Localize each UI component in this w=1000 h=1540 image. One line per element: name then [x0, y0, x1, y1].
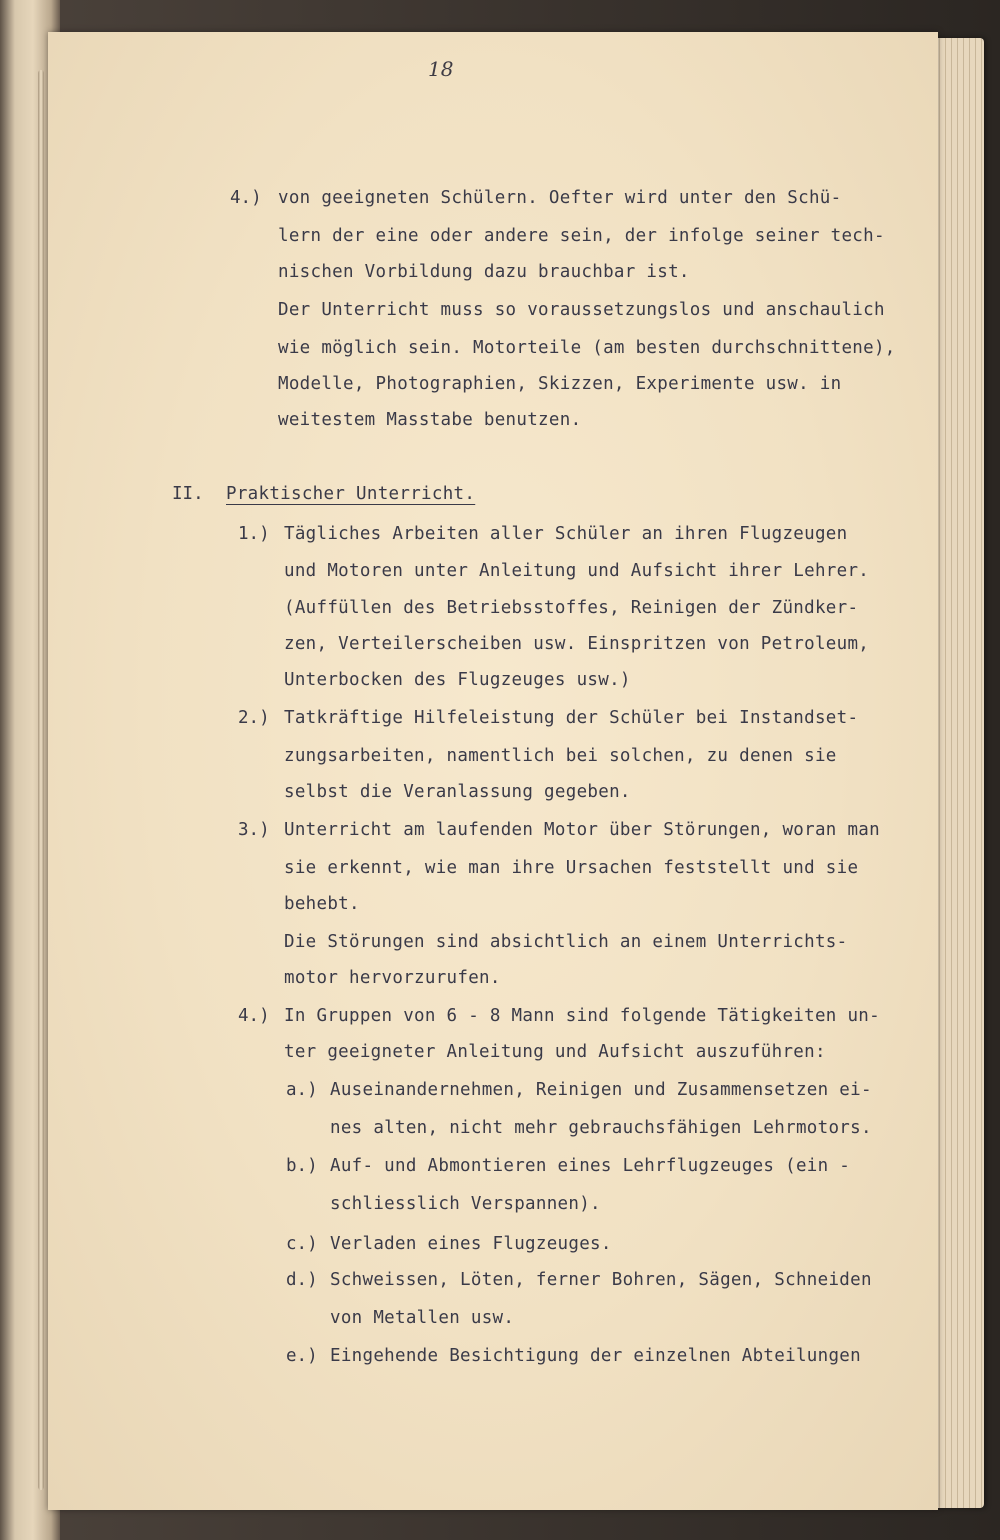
text-line: weitestem Masstabe benutzen.: [278, 410, 582, 430]
page-stack-edges: [934, 38, 984, 1508]
text-line: und Motoren unter Anleitung und Aufsicht ihrer Lehrer.: [284, 561, 870, 581]
text-line: Auf- und Abmontieren eines Lehrflugzeuges (ein -: [330, 1156, 851, 1176]
subitem-letter: b.): [286, 1156, 318, 1176]
section-heading: Praktischer Unterricht.: [226, 484, 476, 504]
subitem-letter: d.): [286, 1270, 318, 1290]
intro-number: 4.): [230, 188, 262, 208]
text-line: wie möglich sein. Motorteile (am besten durchschnittene),: [278, 338, 896, 358]
text-line: Tägliches Arbeiten aller Schüler an ihren Flugzeugen: [284, 524, 848, 544]
text-line: ter geeigneter Anleitung und Aufsicht auszuführen:: [284, 1042, 826, 1062]
text-line: Auseinandernehmen, Reinigen und Zusammensetzen ei-: [330, 1080, 872, 1100]
binding-edge: [38, 70, 44, 1490]
text-line: Unterbocken des Flugzeuges usw.): [284, 670, 631, 690]
text-line: Tatkräftige Hilfeleistung der Schüler bei Instandset-: [284, 708, 859, 728]
text-line: Eingehende Besichtigung der einzelnen Abteilungen: [330, 1346, 861, 1366]
text-line: lern der eine oder andere sein, der infolge seiner tech-: [278, 226, 885, 246]
text-line: sie erkennt, wie man ihre Ursachen feststellt und sie: [284, 858, 859, 878]
text-line: nes alten, nicht mehr gebrauchsfähigen Lehrmotors.: [330, 1118, 872, 1138]
subitem-letter: c.): [286, 1234, 318, 1254]
text-line: zungsarbeiten, namentlich bei solchen, zu denen sie: [284, 746, 837, 766]
subitem-letter: a.): [286, 1080, 318, 1100]
text-line: selbst die Veranlassung gegeben.: [284, 782, 631, 802]
item-number: 4.): [238, 1006, 270, 1026]
text-line: Die Störungen sind absichtlich an einem Unterrichts-: [284, 932, 848, 952]
text-line: zen, Verteilerscheiben usw. Einspritzen von Petroleum,: [284, 634, 870, 654]
section-numeral: II.: [172, 484, 204, 504]
text-line: In Gruppen von 6 - 8 Mann sind folgende Tätigkeiten un-: [284, 1006, 880, 1026]
page-number: 18: [428, 57, 454, 81]
text-line: von geeigneten Schülern. Oefter wird unter den Schü-: [278, 188, 842, 208]
text-line: (Auffüllen des Betriebsstoffes, Reinigen der Zündker-: [284, 598, 859, 618]
text-line: Schweissen, Löten, ferner Bohren, Sägen, Schneiden: [330, 1270, 872, 1290]
item-number: 2.): [238, 708, 270, 728]
text-line: Modelle, Photographien, Skizzen, Experimente usw. in: [278, 374, 842, 394]
text-line: Unterricht am laufenden Motor über Störungen, woran man: [284, 820, 880, 840]
text-line: nischen Vorbildung dazu brauchbar ist.: [278, 262, 690, 282]
text-line: behebt.: [284, 894, 360, 914]
text-line: motor hervorzurufen.: [284, 968, 501, 988]
item-number: 3.): [238, 820, 270, 840]
item-number: 1.): [238, 524, 270, 544]
text-line: Verladen eines Flugzeuges.: [330, 1234, 612, 1254]
subitem-letter: e.): [286, 1346, 318, 1366]
text-line: Der Unterricht muss so voraussetzungslos und anschaulich: [278, 300, 885, 320]
text-line: von Metallen usw.: [330, 1308, 515, 1328]
text-line: schliesslich Verspannen).: [330, 1194, 601, 1214]
